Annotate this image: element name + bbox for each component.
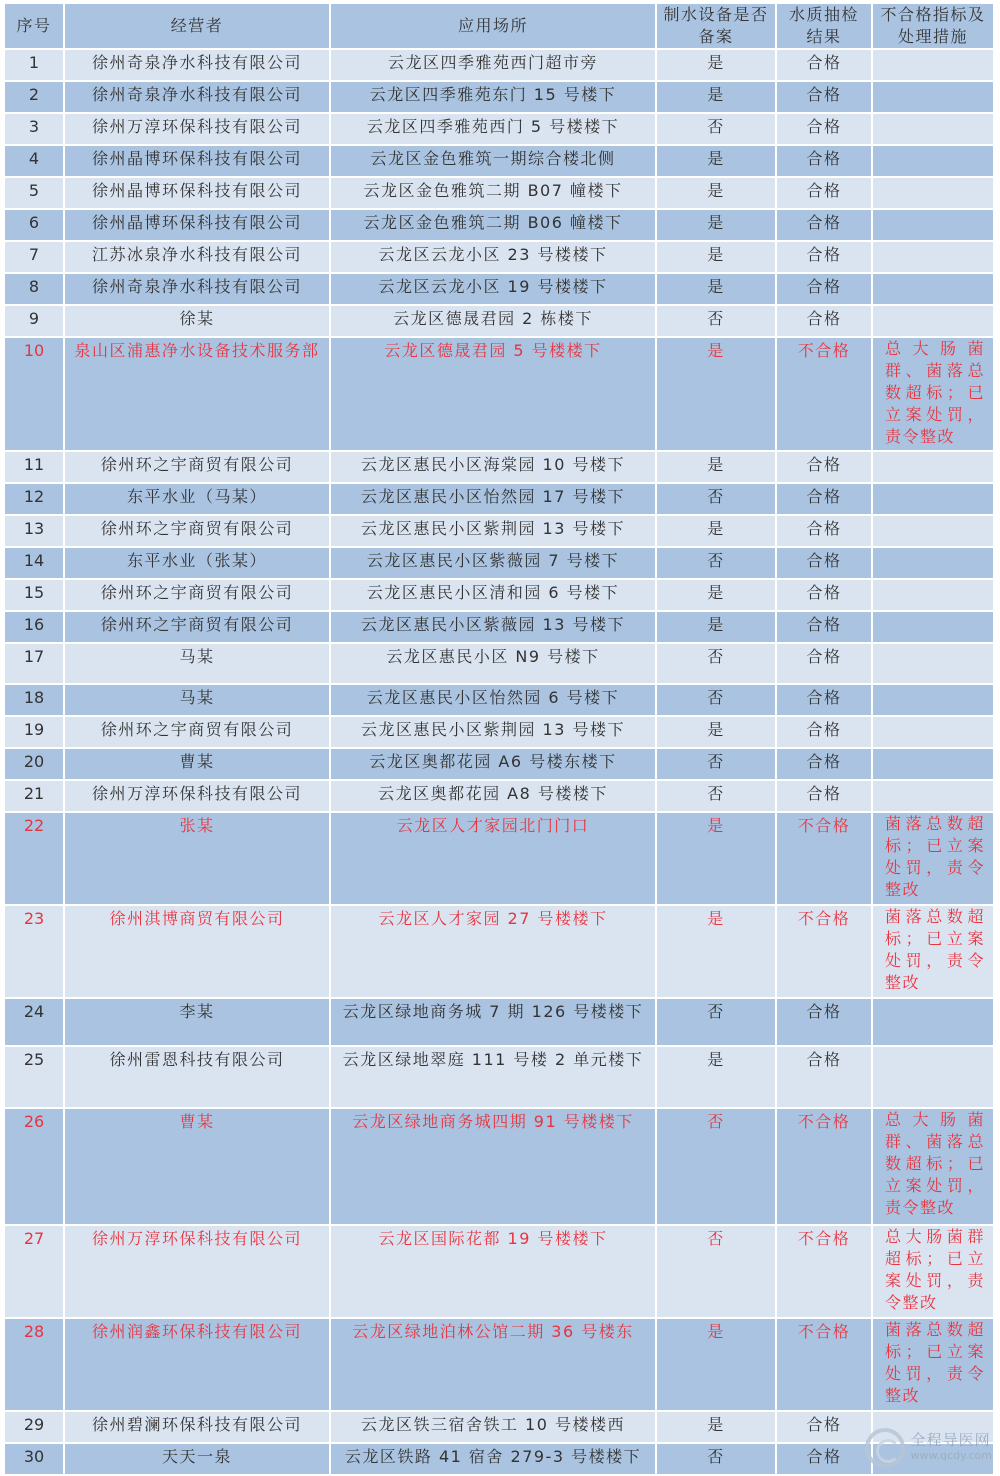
row-seq: 10 (4, 337, 64, 451)
table-row (4, 1411, 994, 1443)
row-registered: 是 (656, 1046, 776, 1108)
row-operator: 徐州环之宇商贸有限公司 (64, 579, 330, 611)
row-registered: 是 (656, 905, 776, 998)
row-location: 云龙区绿地翠庭 111 号楼 2 单元楼下 (330, 1046, 656, 1108)
row-measures: 总大肠菌群、菌落总数超标；已立案处罚，责令整改 (872, 337, 994, 451)
row-seq: 19 (4, 716, 64, 748)
row-measures (872, 145, 994, 177)
row-result: 合格 (776, 611, 872, 643)
row-seq: 2 (4, 81, 64, 113)
row-location: 云龙区惠民小区海棠园 10 号楼下 (330, 451, 656, 483)
row-measures (872, 579, 994, 611)
row-location: 云龙区云龙小区 19 号楼楼下 (330, 273, 656, 305)
row-seq: 18 (4, 684, 64, 716)
row-result: 合格 (776, 1411, 872, 1443)
row-location: 云龙区绿地泊林公馆二期 36 号楼东 (330, 1318, 656, 1411)
row-location: 云龙区金色雅筑二期 B06 幢楼下 (330, 209, 656, 241)
row-operator: 徐州晶博环保科技有限公司 (64, 145, 330, 177)
header-registered: 制水设备是否备案 (656, 3, 776, 49)
row-location: 云龙区国际花都 19 号楼楼下 (330, 1225, 656, 1318)
row-measures (872, 515, 994, 547)
row-measures (872, 998, 994, 1046)
table-header-row (4, 3, 994, 49)
row-location: 云龙区惠民小区怡然园 6 号楼下 (330, 684, 656, 716)
row-seq: 11 (4, 451, 64, 483)
row-measures (872, 451, 994, 483)
row-measures (872, 273, 994, 305)
row-location: 云龙区惠民小区紫荆园 13 号楼下 (330, 515, 656, 547)
row-registered: 是 (656, 177, 776, 209)
table-row (4, 812, 994, 905)
row-registered: 否 (656, 1443, 776, 1475)
row-location: 云龙区奥都花园 A6 号楼东楼下 (330, 748, 656, 780)
row-seq: 9 (4, 305, 64, 337)
row-registered: 是 (656, 337, 776, 451)
row-operator: 曹某 (64, 748, 330, 780)
table-row (4, 998, 994, 1046)
header-seq: 序号 (4, 3, 64, 49)
row-result: 合格 (776, 145, 872, 177)
row-registered: 是 (656, 515, 776, 547)
row-seq: 8 (4, 273, 64, 305)
row-result: 合格 (776, 483, 872, 515)
row-measures: 菌落总数超标；已立案处罚，责令整改 (872, 905, 994, 998)
row-operator: 泉山区浦惠净水设备技术服务部 (64, 337, 330, 451)
row-seq: 3 (4, 113, 64, 145)
row-registered: 否 (656, 305, 776, 337)
row-operator: 徐州万淳环保科技有限公司 (64, 1225, 330, 1318)
table-row (4, 748, 994, 780)
table-row (4, 1443, 994, 1475)
row-seq: 26 (4, 1108, 64, 1225)
row-registered: 否 (656, 1108, 776, 1225)
table-row (4, 209, 994, 241)
row-operator: 马某 (64, 643, 330, 684)
row-operator: 天天一泉 (64, 1443, 330, 1475)
row-seq: 4 (4, 145, 64, 177)
row-location: 云龙区人才家园北门门口 (330, 812, 656, 905)
row-seq: 5 (4, 177, 64, 209)
row-registered: 是 (656, 49, 776, 81)
row-operator: 徐州雷恩科技有限公司 (64, 1046, 330, 1108)
row-result: 合格 (776, 643, 872, 684)
row-result: 合格 (776, 748, 872, 780)
row-registered: 否 (656, 547, 776, 579)
row-registered: 是 (656, 579, 776, 611)
row-measures (872, 483, 994, 515)
table-row (4, 145, 994, 177)
watermark-name: 全程导医网 (910, 1431, 991, 1449)
row-location: 云龙区四季雅苑东门 15 号楼下 (330, 81, 656, 113)
row-operator: 徐州万淳环保科技有限公司 (64, 780, 330, 812)
row-registered: 否 (656, 998, 776, 1046)
row-result: 合格 (776, 209, 872, 241)
table-row (4, 515, 994, 547)
table-row (4, 49, 994, 81)
row-operator: 徐州碧澜环保科技有限公司 (64, 1411, 330, 1443)
row-location: 云龙区四季雅苑西门超市旁 (330, 49, 656, 81)
row-measures (872, 748, 994, 780)
row-result: 合格 (776, 998, 872, 1046)
table-row (4, 451, 994, 483)
row-result: 合格 (776, 579, 872, 611)
row-seq: 21 (4, 780, 64, 812)
row-seq: 17 (4, 643, 64, 684)
row-measures (872, 716, 994, 748)
row-seq: 16 (4, 611, 64, 643)
row-result: 合格 (776, 716, 872, 748)
row-result: 合格 (776, 305, 872, 337)
row-seq: 29 (4, 1411, 64, 1443)
header-operator: 经营者 (64, 3, 330, 49)
row-location: 云龙区德晟君园 5 号楼楼下 (330, 337, 656, 451)
row-operator: 徐州润鑫环保科技有限公司 (64, 1318, 330, 1411)
row-location: 云龙区绿地商务城四期 91 号楼楼下 (330, 1108, 656, 1225)
row-operator: 张某 (64, 812, 330, 905)
row-measures (872, 780, 994, 812)
row-location: 云龙区德晟君园 2 栋楼下 (330, 305, 656, 337)
row-operator: 东平水业（马某） (64, 483, 330, 515)
row-result: 合格 (776, 113, 872, 145)
row-measures: 总大肠菌群超标；已立案处罚，责令整改 (872, 1225, 994, 1318)
row-location: 云龙区金色雅筑一期综合楼北侧 (330, 145, 656, 177)
site-logo-icon (865, 1428, 905, 1468)
row-registered: 是 (656, 241, 776, 273)
row-operator: 徐州环之宇商贸有限公司 (64, 451, 330, 483)
row-registered: 是 (656, 716, 776, 748)
table-row (4, 1108, 994, 1225)
row-registered: 是 (656, 451, 776, 483)
row-operator: 徐州奇泉净水科技有限公司 (64, 81, 330, 113)
table-row (4, 611, 994, 643)
table-row (4, 113, 994, 145)
row-location: 云龙区绿地商务城 7 期 126 号楼楼下 (330, 998, 656, 1046)
row-operator: 徐州晶博环保科技有限公司 (64, 177, 330, 209)
row-location: 云龙区云龙小区 23 号楼楼下 (330, 241, 656, 273)
row-operator: 徐州环之宇商贸有限公司 (64, 515, 330, 547)
table-row (4, 241, 994, 273)
table-row (4, 643, 994, 684)
row-measures (872, 643, 994, 684)
row-measures (872, 241, 994, 273)
row-result: 不合格 (776, 337, 872, 451)
row-operator: 江苏冰泉净水科技有限公司 (64, 241, 330, 273)
row-location: 云龙区惠民小区怡然园 17 号楼下 (330, 483, 656, 515)
row-location: 云龙区惠民小区紫薇园 13 号楼下 (330, 611, 656, 643)
row-seq: 14 (4, 547, 64, 579)
table-row (4, 483, 994, 515)
row-operator: 徐州万淳环保科技有限公司 (64, 113, 330, 145)
table-row (4, 1046, 994, 1108)
table-row (4, 1318, 994, 1411)
row-seq: 23 (4, 905, 64, 998)
row-operator: 李某 (64, 998, 330, 1046)
row-location: 云龙区人才家园 27 号楼楼下 (330, 905, 656, 998)
row-measures (872, 177, 994, 209)
row-result: 合格 (776, 49, 872, 81)
row-result: 不合格 (776, 905, 872, 998)
row-seq: 6 (4, 209, 64, 241)
row-measures (872, 113, 994, 145)
row-measures: 总大肠菌群、菌落总数超标；已立案处罚，责令整改 (872, 1108, 994, 1225)
row-result: 合格 (776, 451, 872, 483)
table-row (4, 905, 994, 998)
table-row (4, 716, 994, 748)
row-seq: 12 (4, 483, 64, 515)
watermark-url: www.qcdy.com (910, 1449, 992, 1462)
row-location: 云龙区惠民小区清和园 6 号楼下 (330, 579, 656, 611)
row-operator: 徐州奇泉净水科技有限公司 (64, 49, 330, 81)
row-registered: 是 (656, 1411, 776, 1443)
table-row (4, 305, 994, 337)
row-result: 合格 (776, 273, 872, 305)
row-result: 不合格 (776, 1225, 872, 1318)
row-measures (872, 1046, 994, 1108)
row-seq: 27 (4, 1225, 64, 1318)
row-measures (872, 49, 994, 81)
inspection-table (3, 2, 995, 1476)
table-row (4, 1225, 994, 1318)
header-location: 应用场所 (330, 3, 656, 49)
table-row (4, 81, 994, 113)
row-result: 不合格 (776, 1108, 872, 1225)
row-registered: 是 (656, 273, 776, 305)
row-seq: 20 (4, 748, 64, 780)
row-operator: 徐州淇博商贸有限公司 (64, 905, 330, 998)
table-row (4, 177, 994, 209)
row-registered: 否 (656, 748, 776, 780)
row-seq: 1 (4, 49, 64, 81)
row-location: 云龙区四季雅苑西门 5 号楼楼下 (330, 113, 656, 145)
row-measures (872, 305, 994, 337)
row-registered: 是 (656, 611, 776, 643)
row-result: 不合格 (776, 1318, 872, 1411)
row-operator: 曹某 (64, 1108, 330, 1225)
row-measures: 菌落总数超标；已立案处罚，责令整改 (872, 1318, 994, 1411)
row-registered: 是 (656, 145, 776, 177)
row-result: 合格 (776, 177, 872, 209)
site-watermark (865, 1428, 992, 1468)
row-seq: 7 (4, 241, 64, 273)
row-location: 云龙区惠民小区紫薇园 7 号楼下 (330, 547, 656, 579)
row-location: 云龙区铁三宿舍铁工 10 号楼楼西 (330, 1411, 656, 1443)
row-operator: 徐州奇泉净水科技有限公司 (64, 273, 330, 305)
table-row (4, 579, 994, 611)
row-measures (872, 611, 994, 643)
row-measures (872, 684, 994, 716)
row-measures (872, 547, 994, 579)
row-seq: 24 (4, 998, 64, 1046)
table-row (4, 547, 994, 579)
row-seq: 28 (4, 1318, 64, 1411)
row-operator: 徐州环之宇商贸有限公司 (64, 611, 330, 643)
table-row (4, 337, 994, 451)
table-row (4, 273, 994, 305)
row-seq: 25 (4, 1046, 64, 1108)
row-seq: 22 (4, 812, 64, 905)
row-registered: 否 (656, 684, 776, 716)
row-operator: 马某 (64, 684, 330, 716)
row-operator: 徐某 (64, 305, 330, 337)
header-measures: 不合格指标及处理措施 (872, 3, 994, 49)
table-row (4, 780, 994, 812)
row-registered: 否 (656, 780, 776, 812)
row-location: 云龙区奥都花园 A8 号楼楼下 (330, 780, 656, 812)
row-result: 合格 (776, 684, 872, 716)
row-registered: 否 (656, 113, 776, 145)
row-measures: 菌落总数超标；已立案处罚，责令整改 (872, 812, 994, 905)
row-location: 云龙区铁路 41 宿舍 279-3 号楼楼下 (330, 1443, 656, 1475)
row-location: 云龙区惠民小区紫荆园 13 号楼下 (330, 716, 656, 748)
row-operator: 东平水业（张某） (64, 547, 330, 579)
row-result: 合格 (776, 1046, 872, 1108)
row-measures (872, 209, 994, 241)
row-result: 合格 (776, 81, 872, 113)
row-measures (872, 81, 994, 113)
row-seq: 15 (4, 579, 64, 611)
row-operator: 徐州环之宇商贸有限公司 (64, 716, 330, 748)
row-operator: 徐州晶博环保科技有限公司 (64, 209, 330, 241)
row-seq: 13 (4, 515, 64, 547)
row-location: 云龙区金色雅筑二期 B07 幢楼下 (330, 177, 656, 209)
row-registered: 是 (656, 812, 776, 905)
row-registered: 是 (656, 81, 776, 113)
row-result: 合格 (776, 547, 872, 579)
header-result: 水质抽检结果 (776, 3, 872, 49)
row-registered: 是 (656, 209, 776, 241)
row-seq: 30 (4, 1443, 64, 1475)
row-registered: 否 (656, 643, 776, 684)
row-result: 合格 (776, 780, 872, 812)
row-result: 合格 (776, 515, 872, 547)
table-row (4, 684, 994, 716)
row-registered: 是 (656, 1318, 776, 1411)
row-result: 合格 (776, 241, 872, 273)
row-registered: 否 (656, 1225, 776, 1318)
row-registered: 否 (656, 483, 776, 515)
row-result: 合格 (776, 1443, 872, 1475)
row-location: 云龙区惠民小区 N9 号楼下 (330, 643, 656, 684)
row-result: 不合格 (776, 812, 872, 905)
